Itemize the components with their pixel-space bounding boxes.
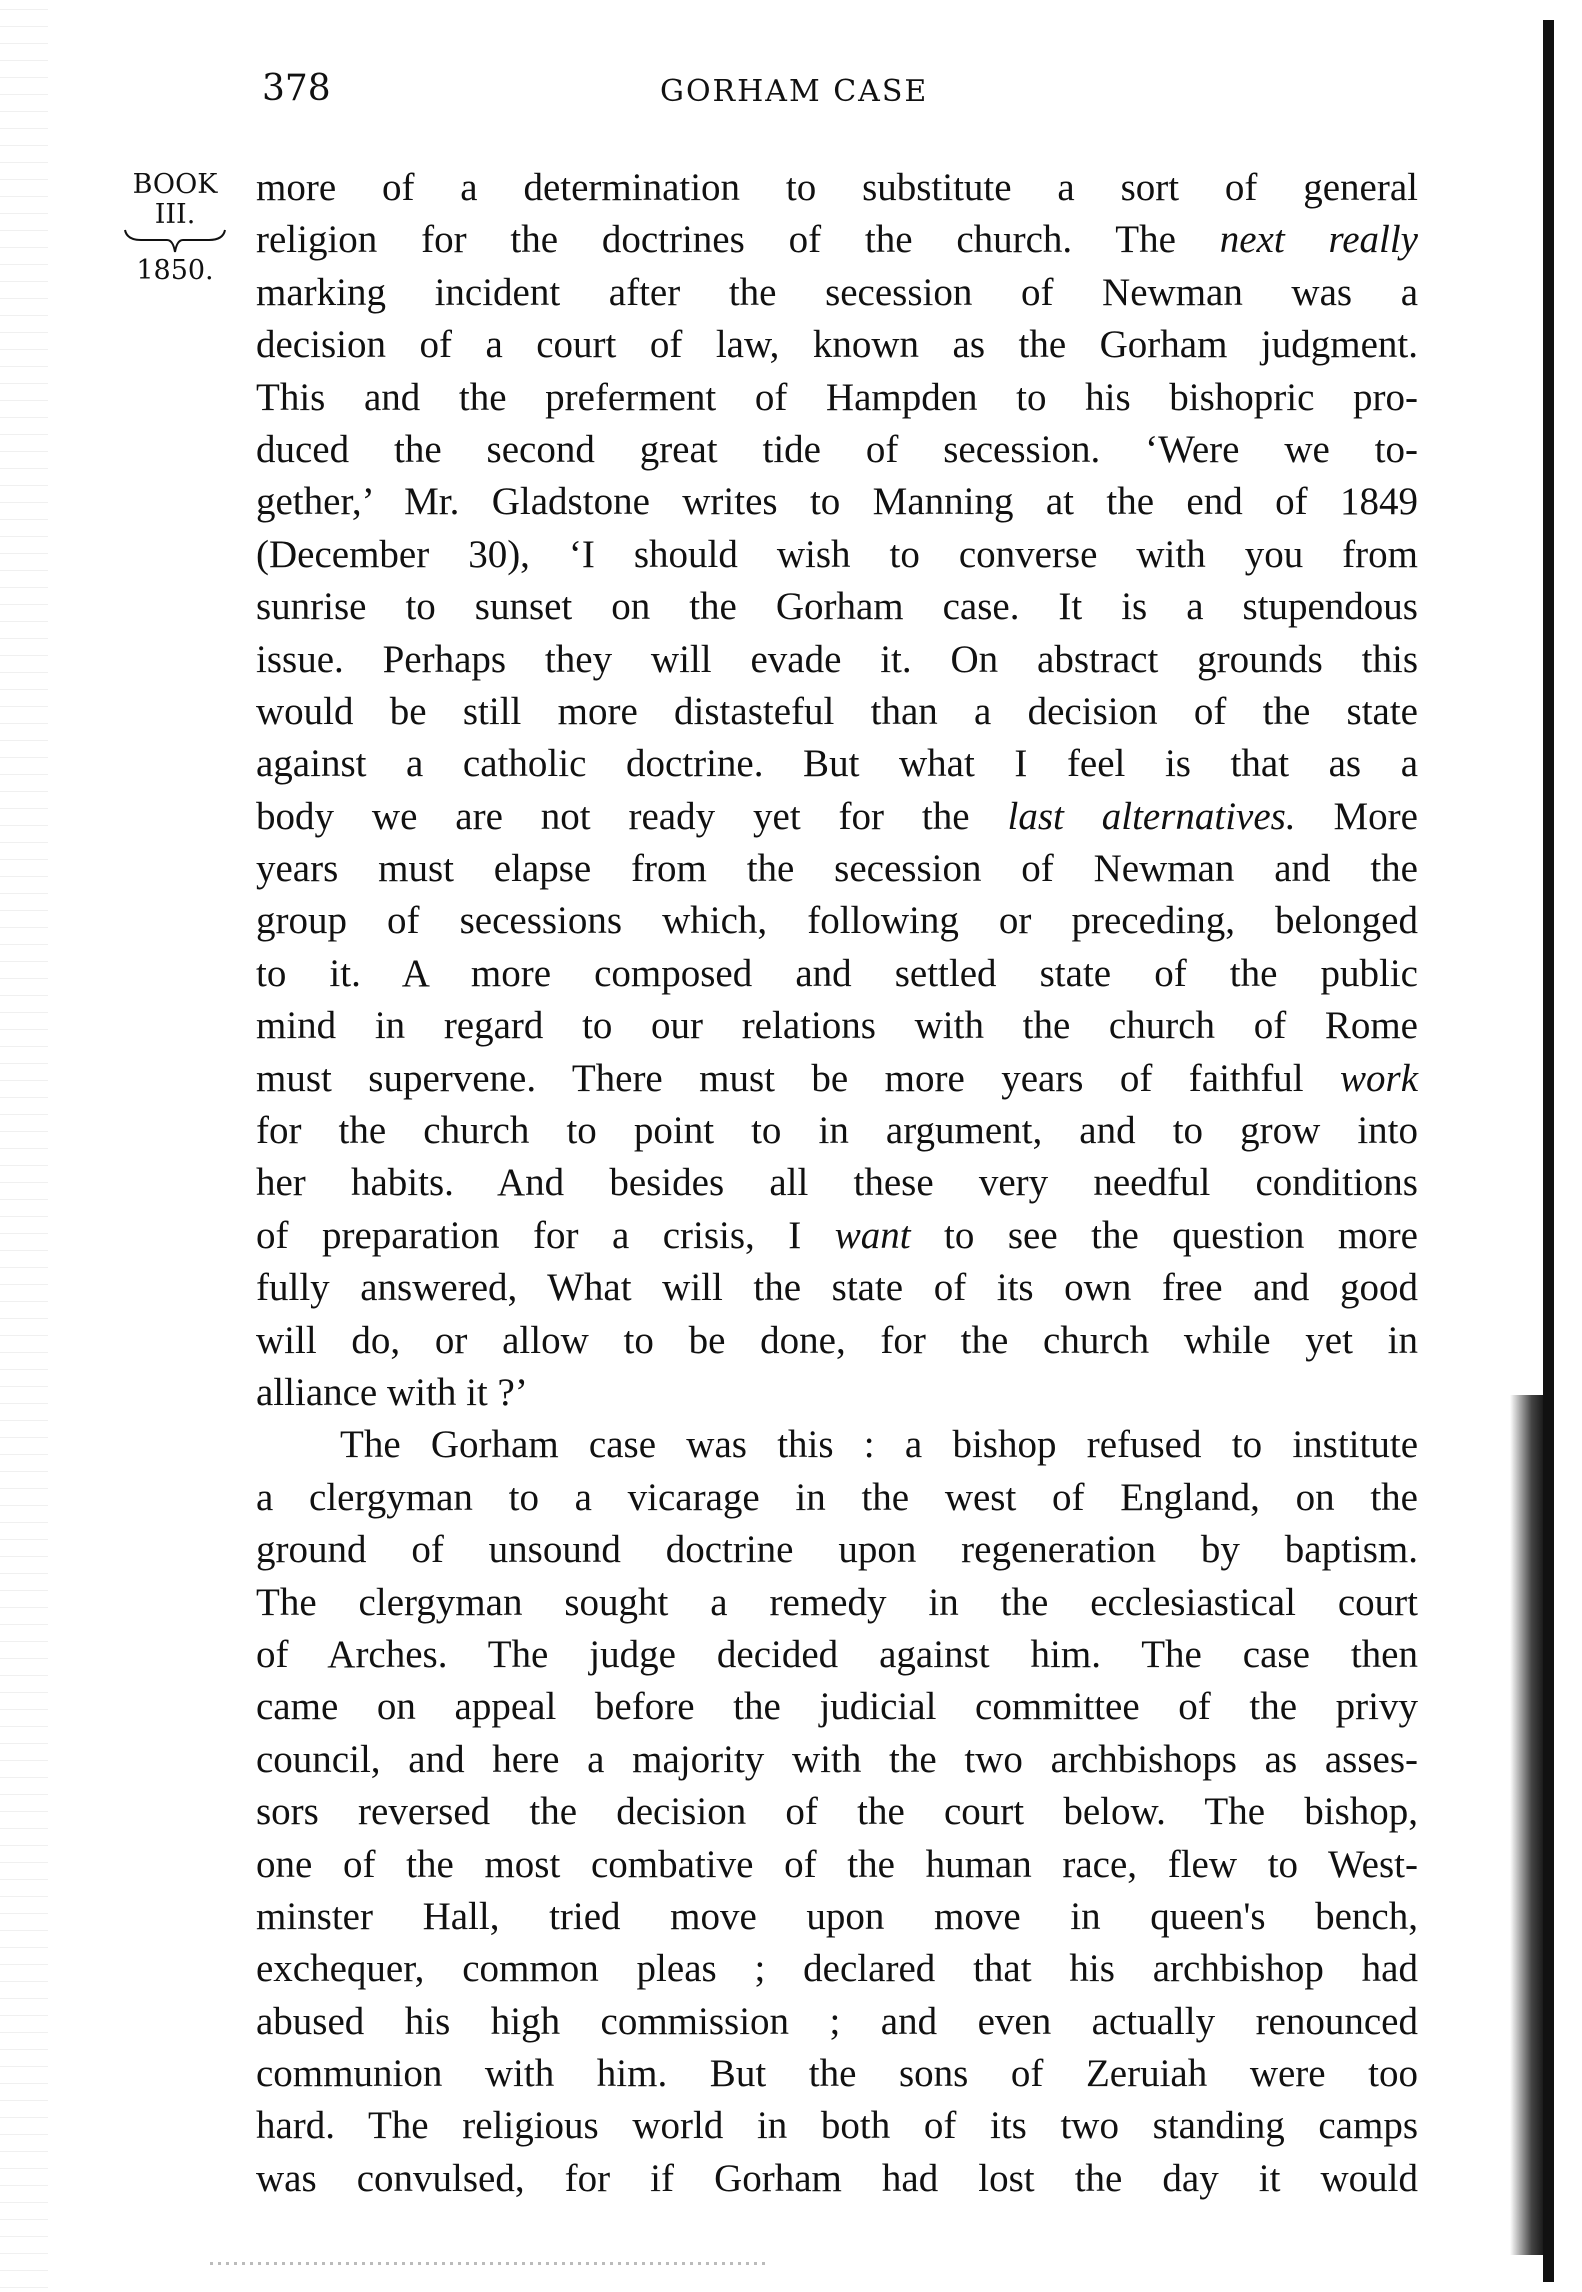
text-segment: one of the most combative of the human race, flew to West- [256, 1842, 1418, 1886]
text-segment: to it. A more composed and settled state of the public [256, 951, 1418, 995]
text-line [256, 2100, 1418, 2152]
text-line [256, 1786, 1418, 1838]
text-segment: decision of a court of law, known as the Gorham judgment. [256, 323, 1418, 367]
text-line [256, 895, 1418, 947]
text-segment: will do, or allow to be done, for the church while yet in [256, 1318, 1418, 1362]
text-segment: must supervene. There must be more years of faithful [256, 1056, 1340, 1100]
page-edge-shadow [1510, 1395, 1546, 2255]
text-line [256, 2048, 1418, 2100]
text-line [256, 1315, 1418, 1367]
text-segment: hard. The religious world in both of its two standing camps [256, 2104, 1418, 2148]
text-segment: for the church to point to in argument, and to grow into [256, 1109, 1418, 1153]
text-line [256, 581, 1418, 633]
page-edge [1543, 20, 1554, 2282]
text-segment: more of a determination to substitute a sort of general [256, 166, 1418, 209]
page-number: 378 [262, 68, 331, 109]
text-line [256, 1996, 1418, 2048]
text-line [256, 162, 1418, 214]
text-segment: was convulsed, for if Gorham had lost the day it would [256, 2156, 1418, 2200]
text-line [256, 1472, 1418, 1524]
text-line [256, 791, 1418, 843]
margin-book: BOOK [132, 169, 218, 200]
text-line [256, 214, 1418, 266]
text-line [256, 1629, 1418, 1681]
scan-gutter-noise [0, 0, 48, 2292]
text-segment: marking incident after the secession of Newman was a [256, 270, 1418, 314]
text-line [256, 1524, 1418, 1576]
text-segment: abused his high commission ; and even actually renounced [256, 1999, 1418, 2043]
text-segment: would be still more distasteful than a decision of the state [256, 689, 1418, 733]
text-line [256, 1419, 1418, 1471]
text-segment: a clergyman to a vicarage in the west of England, on the [256, 1475, 1418, 1519]
text-segment: ground of unsound doctrine upon regeneration by baptism. [256, 1528, 1418, 1572]
text-segment: This and the preferment of Hampden to his bishopric pro- [256, 375, 1418, 419]
text-segment: exchequer, common pleas ; declared that his archbishop had [256, 1947, 1418, 1991]
margin-year: 1850. [136, 255, 214, 286]
italic-text: work [1340, 1056, 1418, 1100]
text-segment: More [1295, 794, 1418, 838]
text-segment: council, and here a majority with the two archbishops as asses- [256, 1737, 1418, 1781]
scan-noise [210, 2262, 770, 2265]
italic-text: next really [1219, 218, 1418, 262]
text-segment: her habits. And besides all these very needful conditions [256, 1161, 1418, 1205]
text-segment: body we are not ready yet for the [256, 794, 1008, 838]
text-segment: mind in regard to our relations with the church of Rome [256, 1004, 1418, 1048]
text-line [256, 843, 1418, 895]
text-line [256, 1367, 1418, 1419]
text-segment: group of secessions which, following or preceding, belonged [256, 899, 1418, 943]
brace-icon [123, 228, 227, 254]
text-segment: years must elapse from the secession of Newman and the [256, 847, 1418, 891]
text-segment: communion with him. But the sons of Zeruiah were too [256, 2052, 1418, 2096]
text-line [256, 529, 1418, 581]
text-segment: issue. Perhaps they will evade it. On abstract grounds this [256, 637, 1418, 681]
text-line [256, 319, 1418, 371]
text-line [256, 1105, 1418, 1157]
text-segment: sunrise to sunset on the Gorham case. It is a stupendous [256, 585, 1418, 629]
text-segment: against a catholic doctrine. But what I feel is that as a [256, 742, 1418, 786]
text-segment: gether,’ Mr. Gladstone writes to Manning at the end of 1849 [256, 480, 1418, 524]
text-line [256, 424, 1418, 476]
text-segment: religion for the doctrines of the church. The [256, 218, 1220, 262]
body-text [256, 162, 1418, 2205]
margin-volume: III. [154, 199, 196, 230]
text-segment: of Arches. The judge decided against him. The case then [256, 1632, 1418, 1676]
text-line [256, 1681, 1418, 1733]
text-segment: of preparation for a crisis, I [256, 1213, 835, 1257]
text-line [256, 476, 1418, 528]
text-line [256, 1734, 1418, 1786]
text-segment: came on appeal before the judicial committee of the privy [256, 1685, 1418, 1729]
text-line [256, 1000, 1418, 1052]
text-segment: The Gorham case was this : a bishop refused to institute [340, 1423, 1418, 1467]
text-segment: minster Hall, tried move upon move in queen's bench, [256, 1894, 1418, 1938]
text-line [256, 1053, 1418, 1105]
text-line [256, 1157, 1418, 1209]
text-segment: to see the question more [910, 1213, 1418, 1257]
text-line [256, 1262, 1418, 1314]
text-line [256, 1891, 1418, 1943]
text-line [256, 2153, 1418, 2205]
text-line [256, 267, 1418, 319]
italic-text: last alternatives. [1007, 794, 1296, 838]
text-segment: sors reversed the decision of the court below. The bishop, [256, 1790, 1418, 1834]
text-line [256, 372, 1418, 424]
text-line [256, 1943, 1418, 1995]
text-line [256, 634, 1418, 686]
text-segment: The clergyman sought a remedy in the ecclesiastical court [256, 1580, 1418, 1624]
text-line [256, 1210, 1418, 1262]
text-segment: duced the second great tide of secession. ‘Were we to- [256, 427, 1418, 471]
text-line [256, 1577, 1418, 1629]
running-head: GORHAM CASE [660, 74, 929, 109]
text-line [256, 686, 1418, 738]
italic-text: want [834, 1213, 911, 1257]
margin-note [120, 168, 230, 288]
text-line [256, 1839, 1418, 1891]
text-line [256, 738, 1418, 790]
text-line [256, 948, 1418, 1000]
text-segment: fully answered, What will the state of its own free and good [256, 1266, 1418, 1310]
text-segment: alliance with it ?’ [256, 1370, 528, 1414]
text-segment: (December 30), ‘I should wish to converse with you from [256, 532, 1418, 576]
